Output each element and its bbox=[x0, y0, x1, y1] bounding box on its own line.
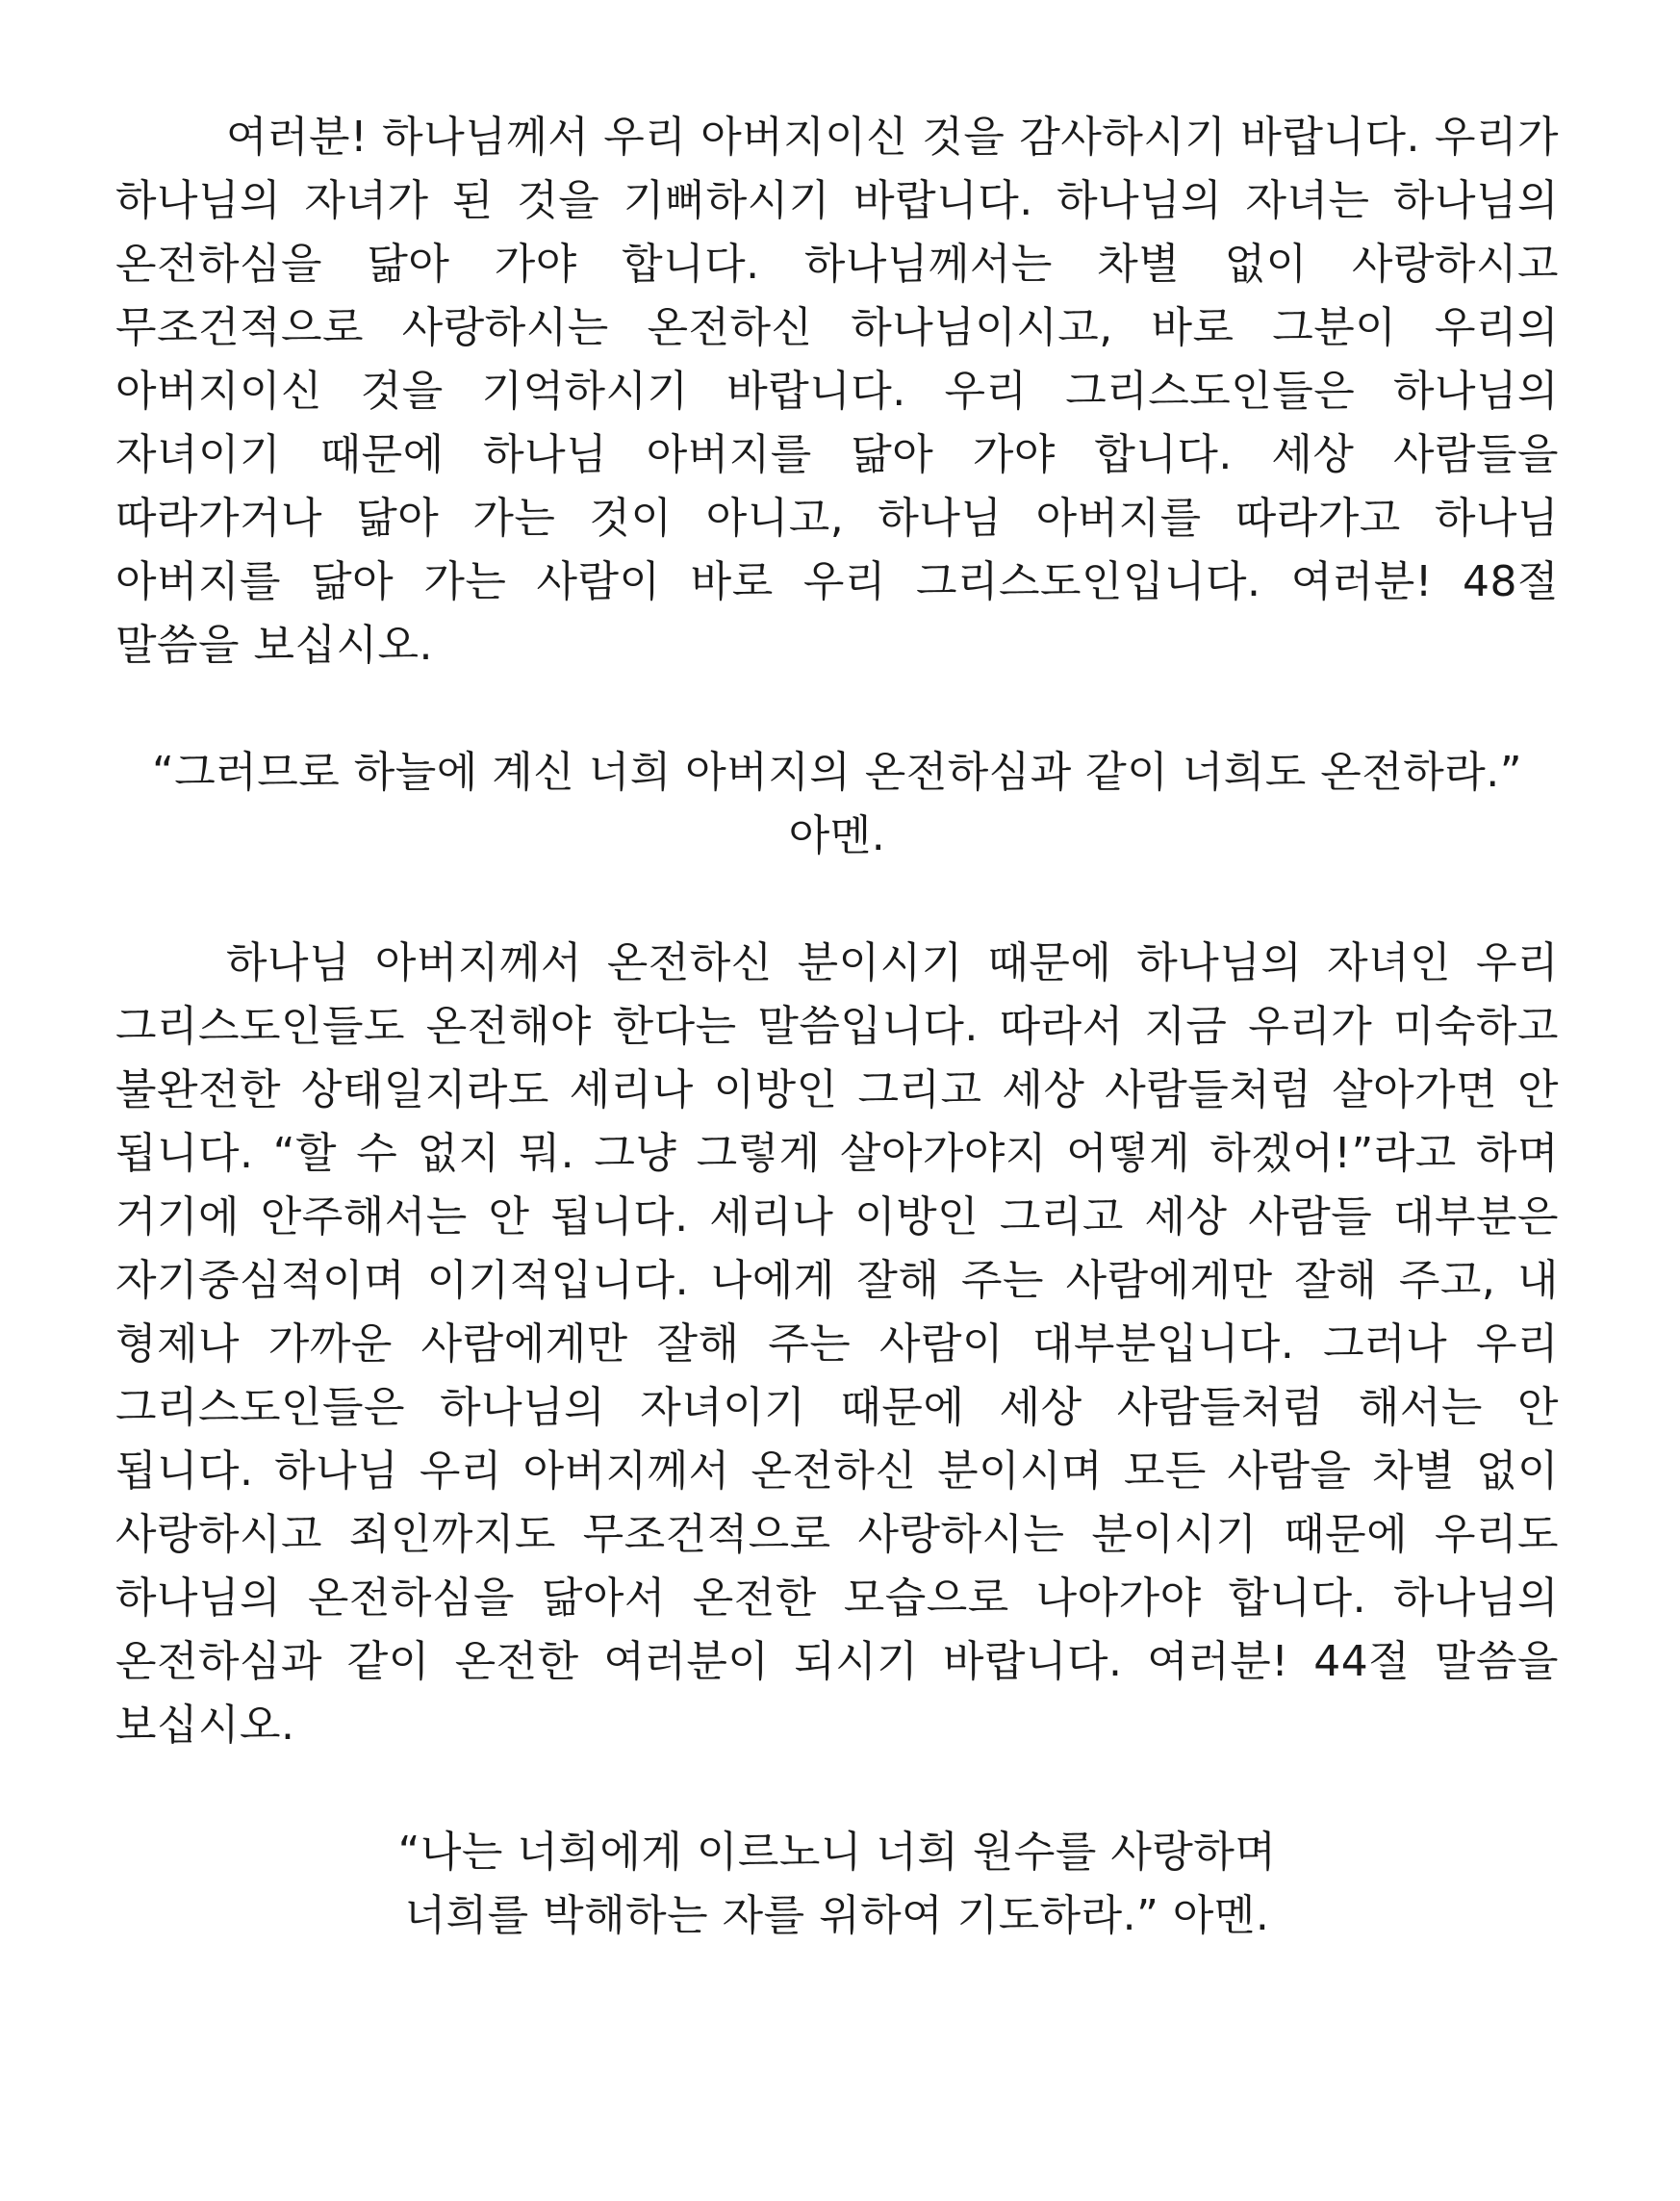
quote-line: “그러므로 하늘에 계신 너희 아버지의 온전하심과 같이 너희도 온전하라.” bbox=[151, 748, 1523, 797]
spacer bbox=[115, 1757, 1559, 1821]
spacer bbox=[115, 678, 1559, 741]
spacer bbox=[115, 868, 1559, 932]
quote-line: 너희를 박해하는 자를 위하여 기도하라.” 아멘. bbox=[404, 1891, 1270, 1940]
paragraph-2: 하나님 아버지께서 온전하신 분이시기 때문에 하나님의 자녀인 우리 그리스도인들도 온전해야 한다는 말씀입니다. 따라서 지금 우리가 미숙하고 불완전한 상태일지라도 세리나 이방인 그리고 세상 사람들처럼 살아가면 안 됩니다. “할 수 없지 뭐. 그냥 그렇게 살아가야지 어떻게 하겠어!”라고 하며 거기에 안주해서는 안 됩니다. 세리나 이방인 그리고 세상 사람들 대부분은 자기중심적이며 이기적입니다. 나에게 잘해 주는 사람에게만 잘해 주고, 내 형제나 가까운 사람에게만 잘해 주는 사람이 대부분입니다. 그러나 우리 그리스도인들은 하나님의 자녀이기 때문에 세상 사람들처럼 해서는 안 됩니다. 하나님 우리 아버지께서 온전하신 분이시며 모든 사람을 차별 없이 사랑하시고 죄인까지도 무조건적으로 사랑하시는 분이시기 때문에 우리도 하나님의 온전하심을 닮아서 온전한 모습으로 나아가야 합니다. 하나님의 온전하심과 같이 온전한 여러분이 되시기 바랍니다. 여러분! 44절 말씀을 보십시오. bbox=[115, 938, 1559, 1750]
scripture-quote-1 bbox=[115, 741, 1559, 868]
paragraph-1: 여러분! 하나님께서 우리 아버지이신 것을 감사하시기 바랍니다. 우리가 하나님의 자녀가 된 것을 기뻐하시기 바랍니다. 하나님의 자녀는 하나님의 온전하심을 닮아 가야 합니다. 하나님께서는 차별 없이 사랑하시고 무조건적으로 사랑하시는 온전하신 하나님이시고, 바로 그분이 우리의 아버지이신 것을 기억하시기 바랍니다. 우리 그리스도인들은 하나님의 자녀이기 때문에 하나님 아버지를 닮아 가야 합니다. 세상 사람들을 따라가거나 닮아 가는 것이 아니고, 하나님 아버지를 따라가고 하나님 아버지를 닮아 가는 사람이 바로 우리 그리스도인입니다. 여러분! 48절 말씀을 보십시오. bbox=[115, 113, 1559, 670]
quote-amen: 아멘. bbox=[788, 811, 886, 860]
scripture-quote-2 bbox=[115, 1821, 1559, 1948]
quote-line: “나는 너희에게 이르노니 너희 원수를 사랑하며 bbox=[397, 1828, 1277, 1877]
document-page bbox=[115, 106, 1559, 1948]
